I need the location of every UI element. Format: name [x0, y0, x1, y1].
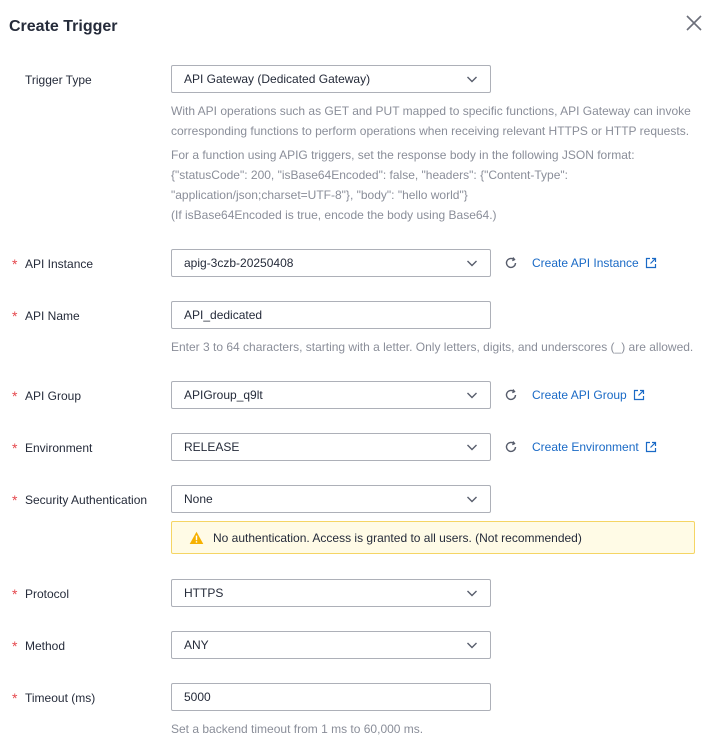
required-mark: *	[12, 586, 18, 602]
required-mark: *	[12, 388, 18, 404]
timeout-value: 5000	[184, 690, 211, 704]
required-mark: *	[12, 492, 18, 508]
chevron-down-icon	[466, 389, 478, 401]
trigger-type-help-2: corresponding functions to perform operations when receiving relevant HTTPS or HTTP requests.	[171, 124, 690, 138]
create-api-group-link[interactable]: Create API Group	[532, 388, 627, 402]
trigger-type-help-3: For a function using APIG triggers, set the response body in the following JSON format:	[171, 148, 635, 162]
close-icon[interactable]	[684, 13, 704, 33]
api-name-value: API_dedicated	[184, 308, 263, 322]
api-group-value: APIGroup_q9lt	[184, 388, 263, 402]
trigger-type-value: API Gateway (Dedicated Gateway)	[184, 72, 371, 86]
security-warning-text: No authentication. Access is granted to all users. (Not recommended)	[213, 530, 582, 545]
security-warning-banner	[171, 521, 695, 554]
api-group-label: * API Group	[12, 388, 82, 404]
api-group-select[interactable]	[171, 381, 491, 409]
dialog-title: Create Trigger	[9, 18, 118, 35]
external-link-icon	[645, 257, 657, 269]
chevron-down-icon	[466, 587, 478, 599]
protocol-select[interactable]	[171, 579, 491, 607]
trigger-type-help-6: (If isBase64Encoded is true, encode the body using Base64.)	[171, 208, 497, 222]
external-link-icon	[645, 441, 657, 453]
external-link-icon	[633, 389, 645, 401]
chevron-down-icon	[466, 639, 478, 651]
trigger-type-label: Trigger Type	[25, 73, 92, 87]
api-name-label: * API Name	[12, 308, 80, 324]
api-instance-value: apig-3czb-20250408	[184, 256, 294, 270]
security-auth-label: * Security Authentication	[12, 492, 148, 508]
timeout-label: * Timeout (ms)	[12, 690, 96, 706]
environment-value: RELEASE	[184, 440, 240, 454]
required-mark: *	[12, 690, 18, 706]
protocol-label: * Protocol	[12, 586, 70, 602]
method-select[interactable]	[171, 631, 491, 659]
trigger-type-help-4: {"statusCode": 200, "isBase64Encoded": false, "headers": {"Content-Type":	[171, 168, 568, 182]
environment-actions	[503, 437, 657, 457]
protocol-value: HTTPS	[184, 586, 224, 600]
method-value: ANY	[184, 638, 209, 652]
create-api-instance-link[interactable]: Create API Instance	[532, 256, 639, 270]
refresh-icon[interactable]	[503, 439, 519, 455]
trigger-type-select[interactable]	[171, 65, 491, 93]
security-auth-select[interactable]	[171, 485, 491, 513]
api-instance-label: * API Instance	[12, 256, 94, 272]
timeout-help: Set a backend timeout from 1 ms to 60,000 ms.	[171, 722, 424, 736]
chevron-down-icon	[466, 441, 478, 453]
api-instance-actions	[503, 253, 657, 273]
required-mark: *	[12, 308, 18, 324]
api-group-actions	[503, 385, 645, 405]
refresh-icon[interactable]	[503, 387, 519, 403]
timeout-input[interactable]	[171, 683, 491, 711]
required-mark: *	[12, 638, 18, 654]
security-auth-value: None	[184, 492, 213, 506]
api-name-help: Enter 3 to 64 characters, starting with a letter. Only letters, digits, and underscores (_) are allowed.	[171, 340, 694, 354]
api-name-input[interactable]	[171, 301, 491, 329]
create-environment-link[interactable]: Create Environment	[532, 440, 639, 454]
warning-icon	[189, 531, 204, 545]
environment-select[interactable]	[171, 433, 491, 461]
environment-label: * Environment	[12, 440, 93, 456]
required-mark: *	[12, 440, 18, 456]
method-label: * Method	[12, 638, 66, 654]
trigger-type-help-1: With API operations such as GET and PUT mapped to specific functions, API Gateway can invoke	[171, 104, 691, 118]
chevron-down-icon	[466, 73, 478, 85]
api-instance-select[interactable]	[171, 249, 491, 277]
refresh-icon[interactable]	[503, 255, 519, 271]
trigger-type-help-5: "application/json;charset=UTF-8"}, "body": "hello world"}	[171, 188, 468, 202]
chevron-down-icon	[466, 493, 478, 505]
chevron-down-icon	[466, 257, 478, 269]
required-mark: *	[12, 256, 18, 272]
